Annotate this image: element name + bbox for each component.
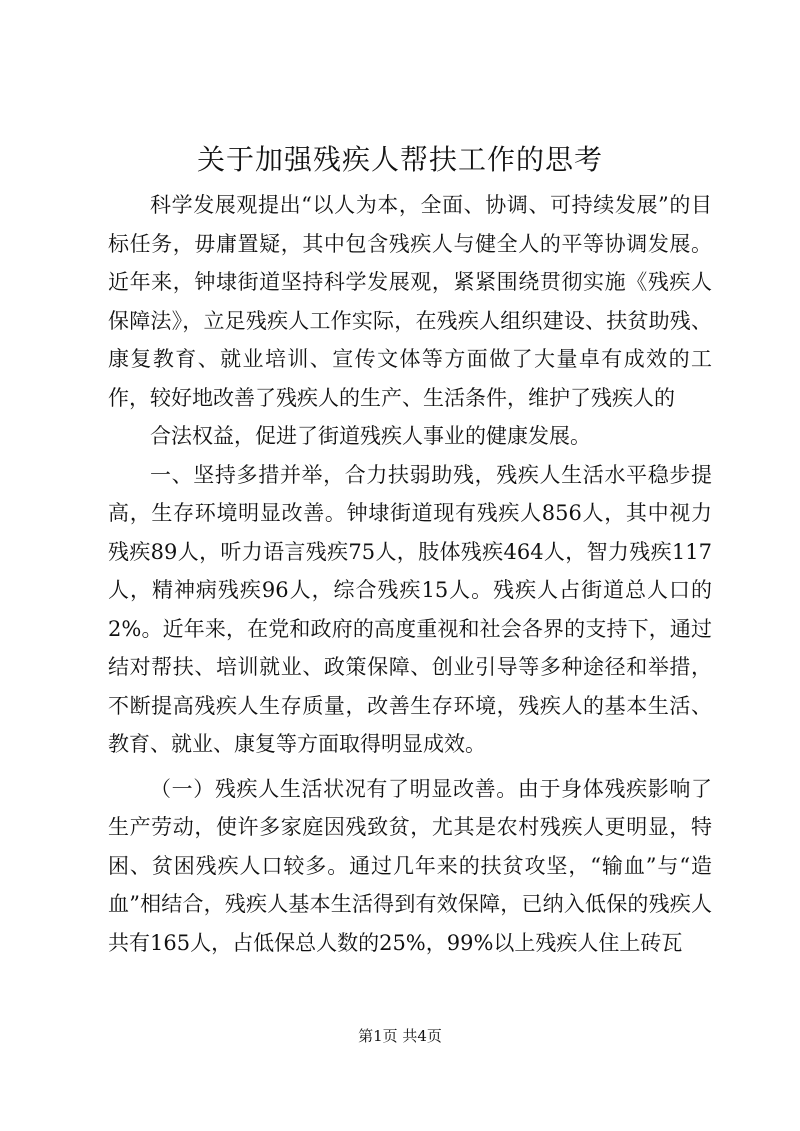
paragraph-section-one: 一、坚持多措并举，合力扶弱助残，残疾人生活水平稳步提高，生存环境明显改善。钟埭街道现有残疾人856人，其中视力残疾89人，听力语言残疾75人，肢体残疾464人，智力残疾117人，精神病残疾96人，综合残疾15人。残疾人占街道总人口的2%。近年来，在党和政府的高度重视和社会各界的支持下，通过结对帮扶、培训就业、政策保障、创业引导等多种途径和举措，不断提高残疾人生存质量，改善生存环境，残疾人的基本生活、教育、就业、康复等方面取得明显成效。 bbox=[108, 462, 712, 756]
document-title: 关于加强残疾人帮扶工作的思考 bbox=[196, 143, 603, 176]
paragraph-subsection-one: （一）残疾人生活状况有了明显改善。由于身体残疾影响了生产劳动，使许多家庭因残致贫，尤其是农村残疾人更明显，特困、贫困残疾人口较多。通过几年来的扶贫攻坚，“输血”与“造血”相结合，残疾人基本生活得到有效保障，已纳入低保的残疾人共有165人，占低保总人数的25%，99%以上残疾人住上砖瓦 bbox=[108, 776, 712, 955]
paragraph-intro-continued: 合法权益，促进了街道残疾人事业的健康发展。 bbox=[150, 424, 591, 448]
document-body bbox=[108, 186, 712, 962]
paragraph-intro: 科学发展观提出“以人为本，全面、协调、可持续发展”的目标任务，毋庸置疑，其中包含残疾人与健全人的平等协调发展。近年来，钟埭街道坚持科学发展观，紧紧围绕贯彻实施《残疾人保障法》，立足残疾人工作实际，在残疾人组织建设、扶贫助残、康复教育、就业培训、宣传文体等方面做了大量卓有成效的工作，较好地改善了残疾人的生产、生活条件，维护了残疾人的 bbox=[108, 193, 712, 410]
page-footer: 第1页 共4页 bbox=[358, 1027, 442, 1045]
